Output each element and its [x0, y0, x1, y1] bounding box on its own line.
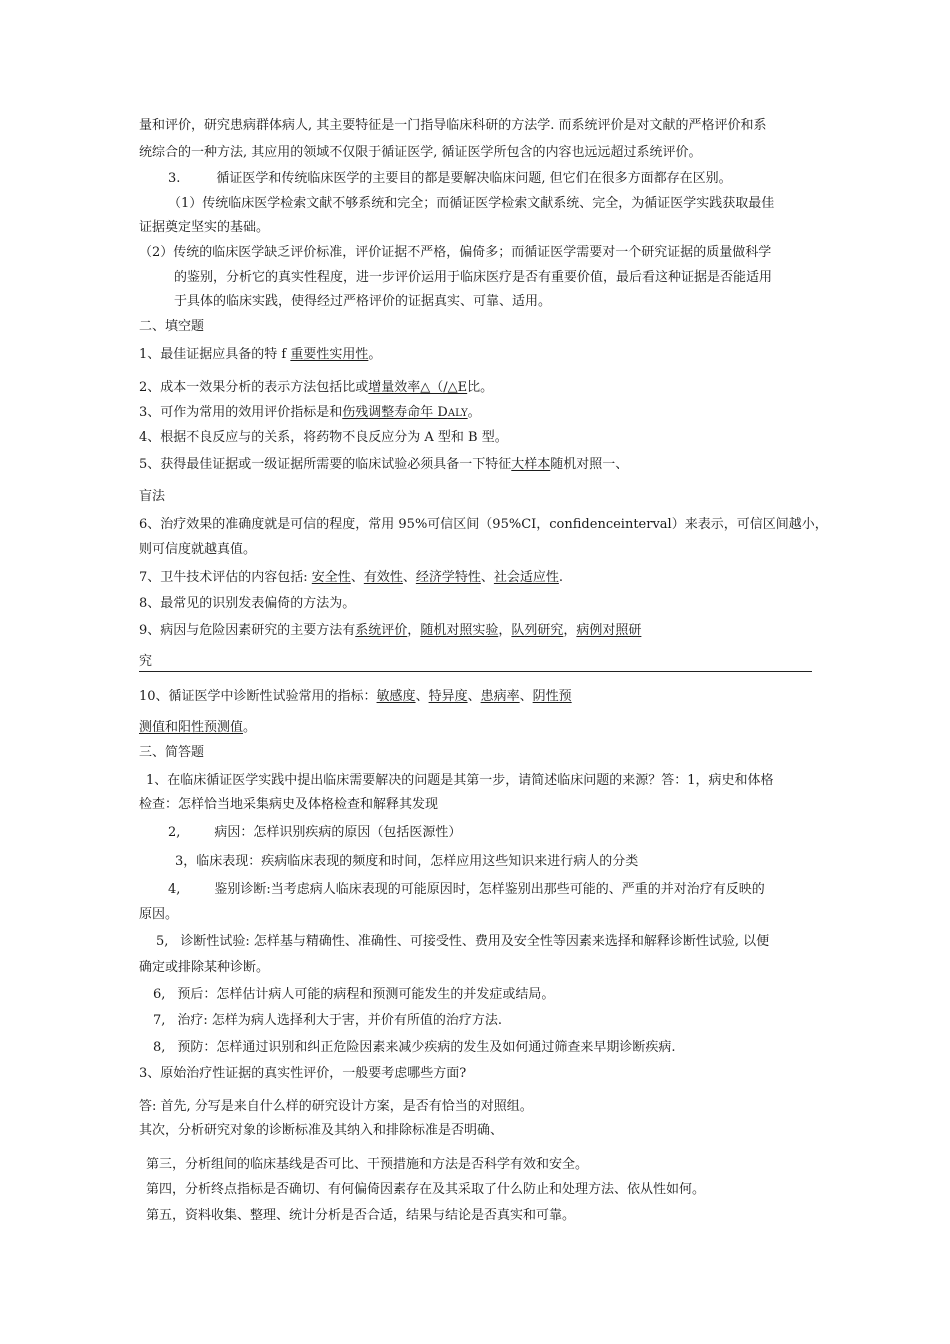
item-number: 4,: [168, 882, 181, 897]
answer: 随机对照实验: [420, 623, 499, 638]
answer: 敏感度: [376, 689, 416, 704]
fill-q1: [139, 347, 381, 363]
fill-q6-cont: 则可信度就越真值。: [139, 542, 257, 557]
para-line: 量和评价，研究患病群体病人, 其主要特征是一门指导临床科研的方法学. 而系统评价是对文献的严格评价和系: [139, 118, 767, 133]
answer: 患病率: [480, 689, 520, 704]
fill-q4: 4、根据不良反应与的关系，将药物不良反应分为 A 型和 B 型。: [139, 430, 508, 445]
answer: 队列研究: [511, 623, 564, 638]
item-text: 鉴别诊断:当考虑病人临床表现的可能原因时，怎样鉴别出那些可能的、严重的并对治疗有反映的: [214, 882, 765, 897]
q-text: 3、可作为常用的效用评价指标是和: [139, 405, 343, 420]
fill-q9-cont: 究: [139, 654, 153, 669]
fill-q3: [139, 405, 481, 422]
answer-line: 答: 首先, 分写是来自什么样的研究设计方案，是否有恰当的对照组。: [139, 1099, 533, 1114]
answer: 经济学特性: [415, 570, 481, 585]
item-text: 诊断性试验: 怎样基与精确性、准确性、可接受性、费用及安全性等因素来选择和解释诊断性试验, 以便: [180, 934, 770, 949]
answer-line: 第三，分析组间的临床基线是否可比、干预措施和方法是否科学有效和安全。: [146, 1157, 589, 1172]
short-item-5: [156, 934, 769, 950]
answer-line: 其次，分析研究对象的诊断标准及其纳入和排除标准是否明确、: [139, 1123, 504, 1138]
separator: 、: [350, 570, 364, 585]
q-text: 比。: [467, 380, 494, 395]
q-text: 1、最佳证据应具备的特 f: [139, 347, 291, 362]
section-heading: 三、简答题: [139, 745, 205, 760]
answer: 重要性实用性: [290, 347, 369, 362]
separator: 、: [519, 689, 533, 704]
item-number: 5,: [156, 934, 169, 949]
answer-line: 第四，分析终点指标是否确切、有何偏倚因素存在及其采取了什么防止和处理方法、依从性如何。: [146, 1182, 706, 1197]
answer: 大样本: [511, 457, 551, 472]
fill-q10-cont: [139, 720, 256, 736]
short-q3: 3、原始治疗性证据的真实性评价，一般要考虑哪些方面?: [139, 1066, 467, 1081]
separator: 、: [467, 689, 481, 704]
q-text: 随机对照一、: [550, 457, 629, 472]
answer: 系统评价: [355, 623, 408, 638]
fill-q6: 6、治疗效果的准确度就是可信的程度，常用 95%可信区间（95%CI，confidenceinterval）来表示，可信区间越小，: [139, 517, 828, 532]
separator: ，: [498, 623, 512, 638]
answer: 伤残调整寿命年 D: [342, 405, 448, 420]
fill-q5: [139, 457, 628, 473]
separator: ，: [407, 623, 421, 638]
answer: 安全性: [311, 570, 351, 585]
answer: ALY: [447, 408, 468, 419]
para-line: （1）传统临床医学检索文献不够系统和完全；而循证医学检索文献系统、完全，为循证医学实践获取最佳: [168, 196, 775, 211]
horizontal-rule: [139, 671, 812, 672]
separator: 、: [402, 570, 416, 585]
item-text: 治疗: 怎样为病人选择利大于害，并价有所值的治疗方法.: [177, 1013, 503, 1028]
q-text: 。: [243, 720, 257, 735]
item-number: 2,: [168, 825, 181, 840]
item-text: 循证医学和传统临床医学的主要目的都是要解决临床问题, 但它们在很多方面都存在区别。: [216, 171, 732, 186]
q-text: 9、病因与危险因素研究的主要方法有: [139, 623, 356, 638]
para-line: 统综合的一种方法, 其应用的领域不仅限于循证医学, 循证医学所包含的内容也远远超过系统评价。: [139, 145, 702, 160]
short-item-5-cont: 确定或排除某种诊断。: [139, 960, 270, 975]
section-heading: 二、填空题: [139, 319, 205, 334]
answer: 病例对照研: [576, 623, 642, 638]
fill-q2: [139, 380, 493, 396]
separator: 、: [480, 570, 494, 585]
item-number: 8,: [153, 1040, 166, 1055]
item-text: 病因：怎样识别疾病的原因（包括医源性）: [214, 825, 462, 840]
separator: 、: [415, 689, 429, 704]
para-line: 的鉴别，分析它的真实性程度，进一步评价运用于临床医疗是否有重要价值，最后看这种证据是否能适用: [174, 270, 773, 285]
short-item-8: [153, 1040, 676, 1056]
q-text: 。: [368, 347, 382, 362]
answer: 阴性预: [532, 689, 572, 704]
short-item-7: [153, 1013, 502, 1029]
separator: ，: [563, 623, 577, 638]
short-item-4: [168, 882, 765, 898]
q-text: 。: [467, 405, 481, 420]
answer: 测值和阳性预测值: [139, 720, 244, 735]
short-item-6: [153, 987, 554, 1003]
fill-q10: [139, 689, 572, 705]
fill-q9: [139, 623, 641, 639]
fill-q7: [139, 570, 563, 586]
item-number: 7,: [153, 1013, 166, 1028]
answer-line: 第五，资料收集、整理、统计分析是否合适，结果与结论是否真实和可靠。: [146, 1208, 576, 1223]
item-text: 预防：怎样通过识别和纠正危险因素来减少疾病的发生及如何通过筛查来早期诊断疾病.: [177, 1040, 676, 1055]
answer: 增量效率△（/△E: [368, 380, 468, 395]
q-text: 7、卫牛技术评估的内容包括:: [139, 570, 312, 585]
short-q1-cont: 检查：怎样恰当地采集病史及体格检查和解释其发现: [139, 797, 439, 812]
fill-q8: 8、最常见的识别发表偏倚的方法为。: [139, 596, 356, 611]
item-number: 6,: [153, 987, 166, 1002]
item-number: 3.: [168, 171, 181, 186]
list-item-3: [168, 171, 732, 187]
answer: 特异度: [428, 689, 468, 704]
para-line: 证据奠定坚实的基础。: [139, 220, 270, 235]
short-item-4-cont: 原因。: [139, 907, 179, 922]
fill-q5-cont: 盲法: [139, 489, 166, 504]
q-text: 5、获得最佳证据或一级证据所需要的临床试验必须具备一下特征: [139, 457, 512, 472]
short-item-3: 3，临床表现：疾病临床表现的频度和时间，怎样应用这些知识来进行病人的分类: [175, 854, 639, 869]
item-text: 预后：怎样估计病人可能的病程和预测可能发生的并发症或结局。: [177, 987, 555, 1002]
q-text: .: [558, 570, 564, 585]
para-line: （2）传统的临床医学缺乏评价标准，评价证据不严格，偏倚多；而循证医学需要对一个研究证据的质量做科学: [139, 245, 772, 260]
short-item-2: [168, 825, 461, 841]
q-text: 2、成本一效果分析的表示方法包括比或: [139, 380, 369, 395]
para-line: 于具体的临床实践，使得经过严格评价的证据真实、可靠、适用。: [174, 294, 552, 309]
answer: 有效性: [363, 570, 403, 585]
short-q1: 1、在临床循证医学实践中提出临床需要解决的问题是其第一步，请简述临床问题的来源？答：1，病史和体格: [146, 773, 774, 788]
answer: 社会适应性: [493, 570, 559, 585]
q-text: 10、循证医学中诊断性试验常用的指标：: [139, 689, 377, 704]
